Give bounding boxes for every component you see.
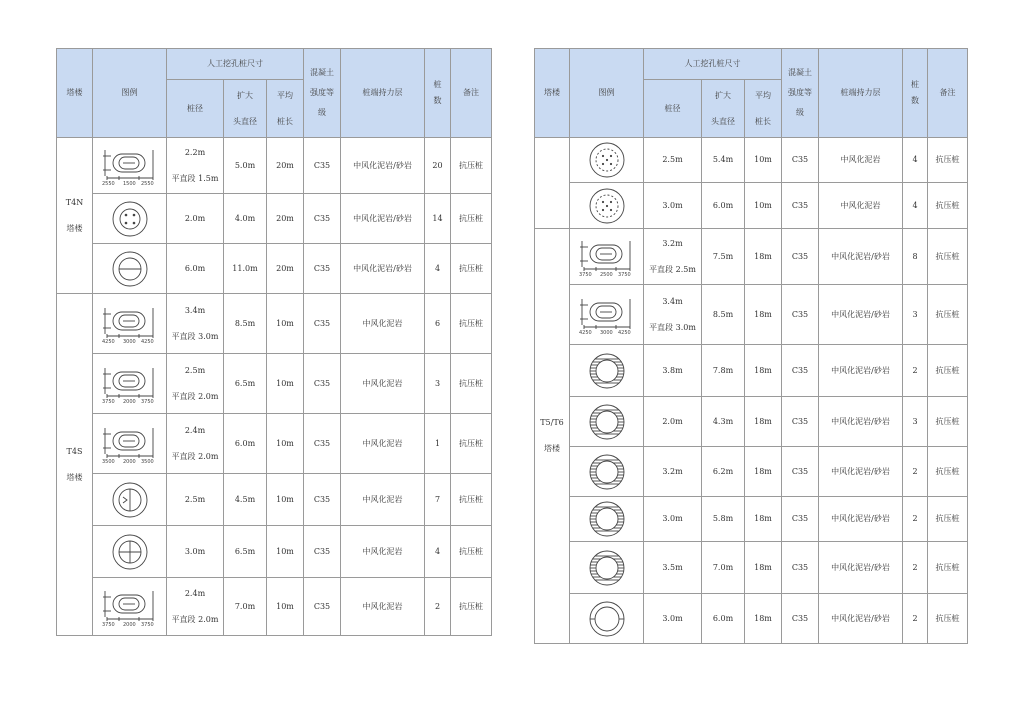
table-row <box>535 183 968 229</box>
shaft-diameter-cell <box>644 594 702 644</box>
header-count <box>425 49 451 138</box>
header-bearing: 桩端持力层 <box>341 49 425 138</box>
remark-cell: 抗压桩 <box>451 138 492 194</box>
pile-diagram-cell <box>570 229 644 285</box>
pile-diagram-cell <box>570 285 644 345</box>
shaft-diameter-line: 6.0m <box>184 263 206 273</box>
bearing-layer-cell: 中风化泥岩 <box>341 578 425 636</box>
header-legend: 图例 <box>570 49 644 138</box>
pile-diagram-cell <box>570 497 644 542</box>
concrete-grade-cell: C35 <box>304 354 341 414</box>
pile-count-cell: 2 <box>903 542 928 594</box>
header-bell-dia <box>702 80 745 138</box>
concrete-grade-cell: C35 <box>304 194 341 244</box>
table-row <box>57 354 492 414</box>
pile-count-cell: 3 <box>903 397 928 447</box>
shaft-diameter-cell <box>167 294 224 354</box>
pile-diagram-cell <box>93 138 167 194</box>
header-concrete-line3: 级 <box>796 108 804 117</box>
shaft-diameter-line: 2.4m <box>184 425 206 435</box>
pile-length-cell: 10m <box>267 354 304 414</box>
shaft-diameter-line: 平直段 2.0m <box>171 451 219 461</box>
pile-table-right <box>534 48 968 644</box>
oval-bell-pile-icon <box>576 293 638 337</box>
remark-cell: 抗压桩 <box>451 354 492 414</box>
dimension-label: 3750 <box>101 621 115 628</box>
pile-diagram-cell <box>93 578 167 636</box>
table-row <box>535 594 968 644</box>
concrete-grade-cell: C35 <box>782 447 819 497</box>
remark-cell: 抗压桩 <box>451 414 492 474</box>
concrete-grade-cell: C35 <box>782 497 819 542</box>
oval-bell-pile-icon <box>99 585 161 629</box>
remark-cell: 抗压桩 <box>928 594 968 644</box>
shaft-diameter-cell <box>167 578 224 636</box>
shaft-diameter-line: 平直段 2.0m <box>171 614 219 624</box>
table-row <box>535 229 968 285</box>
header-shaft-dia: 桩径 <box>167 80 224 138</box>
bearing-layer-cell: 中风化泥岩 <box>819 138 903 183</box>
concrete-grade-cell: C35 <box>782 138 819 183</box>
circle-hatched-pile-icon <box>576 349 638 393</box>
shaft-diameter-cell <box>167 414 224 474</box>
pile-length-cell: 18m <box>745 345 782 397</box>
pile-count-cell: 7 <box>425 474 451 526</box>
pile-diagram-cell <box>93 194 167 244</box>
table-row <box>57 578 492 636</box>
shaft-diameter-line: 3.4m <box>662 296 683 306</box>
shaft-diameter-cell <box>644 542 702 594</box>
dimension-label: 2000 <box>122 458 136 465</box>
concrete-grade-cell: C35 <box>782 397 819 447</box>
dimension-label: 2000 <box>122 398 136 405</box>
pile-length-cell: 18m <box>745 447 782 497</box>
remark-cell: 抗压桩 <box>451 294 492 354</box>
bell-diameter-cell: 6.5m <box>224 526 267 578</box>
header-len-line1: 平均 <box>277 90 293 100</box>
header-concrete-line2: 强度等 <box>788 88 812 97</box>
shaft-diameter-line: 2.2m <box>184 147 206 157</box>
pile-length-cell: 10m <box>267 294 304 354</box>
header-count <box>903 49 928 138</box>
dimension-label: 3750 <box>617 271 631 278</box>
table-row <box>57 294 492 354</box>
pile-diagram-cell <box>93 354 167 414</box>
circle-quartered-pile-icon <box>99 478 161 522</box>
bearing-layer-cell: 中风化泥岩/砂岩 <box>819 594 903 644</box>
bell-diameter-cell: 5.4m <box>702 138 745 183</box>
table-row <box>57 414 492 474</box>
bearing-layer-cell: 中风化泥岩/砂岩 <box>819 497 903 542</box>
header-bell-line2: 头直径 <box>233 116 257 126</box>
table-row <box>535 397 968 447</box>
remark-cell: 抗压桩 <box>928 447 968 497</box>
table-row <box>535 345 968 397</box>
header-remark: 备注 <box>928 49 968 138</box>
header-avg-len <box>267 80 304 138</box>
pile-diagram-cell <box>93 526 167 578</box>
pile-length-cell: 18m <box>745 594 782 644</box>
bearing-layer-cell: 中风化泥岩/砂岩 <box>819 542 903 594</box>
bearing-layer-cell: 中风化泥岩 <box>341 474 425 526</box>
bell-diameter-cell: 6.5m <box>224 354 267 414</box>
concrete-grade-cell: C35 <box>304 138 341 194</box>
header-bearing: 桩端持力层 <box>819 49 903 138</box>
concrete-grade-cell: C35 <box>304 294 341 354</box>
pile-diagram-cell <box>93 414 167 474</box>
dimension-label: 4250 <box>101 338 115 345</box>
shaft-diameter-cell <box>167 138 224 194</box>
pile-table-left <box>56 48 492 636</box>
table-row <box>535 497 968 542</box>
header-concrete <box>304 49 341 138</box>
pile-count-cell: 2 <box>425 578 451 636</box>
pile-count-cell: 4 <box>903 138 928 183</box>
header-bell-line1: 扩大 <box>237 90 253 100</box>
shaft-diameter-line: 3.0m <box>662 613 683 623</box>
dimension-label: 4250 <box>617 329 631 336</box>
concrete-grade-cell: C35 <box>304 474 341 526</box>
bearing-layer-cell: 中风化泥岩 <box>819 183 903 229</box>
pile-count-cell: 1 <box>425 414 451 474</box>
shaft-diameter-line: 3.2m <box>662 238 683 248</box>
circle-hatched-pile-icon <box>576 497 638 541</box>
shaft-diameter-cell <box>167 474 224 526</box>
dimension-label: 4250 <box>578 329 592 336</box>
tower-name-cell <box>57 138 93 294</box>
header-bell-line2: 头直径 <box>711 116 735 126</box>
bearing-layer-cell: 中风化泥岩/砂岩 <box>819 447 903 497</box>
header-pile-size: 人工挖孔桩尺寸 <box>644 49 782 80</box>
header-avg-len <box>745 80 782 138</box>
shaft-diameter-cell <box>644 285 702 345</box>
table-row <box>535 138 968 183</box>
bearing-layer-cell: 中风化泥岩 <box>341 526 425 578</box>
shaft-diameter-line: 3.4m <box>184 305 206 315</box>
header-bell-line1: 扩大 <box>715 90 731 100</box>
remark-cell: 抗压桩 <box>928 285 968 345</box>
pile-length-cell: 18m <box>745 229 782 285</box>
shaft-diameter-cell <box>167 244 224 294</box>
header-legend: 图例 <box>93 49 167 138</box>
pile-count-cell: 2 <box>903 497 928 542</box>
oval-bell-pile-icon <box>99 422 161 466</box>
bell-diameter-cell: 4.5m <box>224 474 267 526</box>
shaft-diameter-line: 平直段 2.5m <box>649 264 696 274</box>
circle-hatched-pile-icon <box>576 450 638 494</box>
header-concrete-line1: 混凝土 <box>788 68 812 77</box>
bearing-layer-cell: 中风化泥岩/砂岩 <box>819 285 903 345</box>
circle-ring-pile-icon <box>576 597 638 641</box>
concrete-grade-cell: C35 <box>304 244 341 294</box>
pile-length-cell: 20m <box>267 194 304 244</box>
header-count-line1: 桩 <box>911 80 919 89</box>
pile-length-cell: 20m <box>267 138 304 194</box>
bell-diameter-cell: 6.0m <box>224 414 267 474</box>
table-row <box>57 244 492 294</box>
circle-hatched-pile-icon <box>576 400 638 444</box>
pile-diagram-cell <box>570 542 644 594</box>
bearing-layer-cell: 中风化泥岩/砂岩 <box>341 194 425 244</box>
dimension-label: 2550 <box>101 180 115 187</box>
pile-count-cell: 14 <box>425 194 451 244</box>
bell-diameter-cell: 5.8m <box>702 497 745 542</box>
shaft-diameter-line: 平直段 3.0m <box>171 331 219 341</box>
concrete-grade-cell: C35 <box>782 542 819 594</box>
bearing-layer-cell: 中风化泥岩/砂岩 <box>819 229 903 285</box>
bearing-layer-cell: 中风化泥岩/砂岩 <box>819 345 903 397</box>
remark-cell: 抗压桩 <box>928 183 968 229</box>
dimension-label: 2550 <box>140 180 154 187</box>
shaft-diameter-line: 2.5m <box>184 494 206 504</box>
concrete-grade-cell: C35 <box>304 526 341 578</box>
bearing-layer-cell: 中风化泥岩 <box>341 294 425 354</box>
header-count-line1: 桩 <box>433 80 442 89</box>
circle-hatched-pile-icon <box>576 546 638 590</box>
shaft-diameter-line: 平直段 2.0m <box>171 391 219 401</box>
header-pile-size: 人工挖孔桩尺寸 <box>167 49 304 80</box>
table-header <box>57 49 492 138</box>
header-tower: 塔楼 <box>57 49 93 138</box>
bell-diameter-cell: 7.5m <box>702 229 745 285</box>
table-row <box>57 474 492 526</box>
header-tower: 塔楼 <box>535 49 570 138</box>
dimension-label: 3000 <box>599 329 613 336</box>
tower-name-cell <box>57 294 93 636</box>
circle-cross-pile-icon <box>99 530 161 574</box>
pile-length-cell: 10m <box>745 138 782 183</box>
table-row <box>535 542 968 594</box>
bearing-layer-cell: 中风化泥岩/砂岩 <box>341 138 425 194</box>
concrete-grade-cell: C35 <box>304 578 341 636</box>
header-len-line2: 桩长 <box>755 116 771 126</box>
dimension-label: 3750 <box>140 621 154 628</box>
pile-diagram-cell <box>93 474 167 526</box>
shaft-diameter-line: 3.2m <box>662 466 683 476</box>
header-len-line1: 平均 <box>755 90 771 100</box>
pile-count-cell: 3 <box>425 354 451 414</box>
bell-diameter-cell: 6.2m <box>702 447 745 497</box>
remark-cell: 抗压桩 <box>451 474 492 526</box>
bearing-layer-cell: 中风化泥岩/砂岩 <box>341 244 425 294</box>
header-shaft-dia: 桩径 <box>644 80 702 138</box>
shaft-diameter-line: 3.0m <box>184 546 206 556</box>
pile-diagram-cell <box>570 138 644 183</box>
shaft-diameter-line: 2.0m <box>662 416 683 426</box>
bell-diameter-cell: 7.8m <box>702 345 745 397</box>
dimension-label: 3750 <box>140 398 154 405</box>
shaft-diameter-line: 3.5m <box>662 562 683 572</box>
bell-diameter-cell: 7.0m <box>702 542 745 594</box>
shaft-diameter-cell <box>644 183 702 229</box>
bell-diameter-cell: 6.0m <box>702 183 745 229</box>
shaft-diameter-line: 3.0m <box>662 200 683 210</box>
shaft-diameter-line: 平直段 3.0m <box>649 322 696 332</box>
shaft-diameter-line: 3.8m <box>662 365 683 375</box>
remark-cell: 抗压桩 <box>928 229 968 285</box>
dimension-label: 2000 <box>122 621 136 628</box>
remark-cell: 抗压桩 <box>451 244 492 294</box>
tower-name-cell <box>535 229 570 644</box>
oval-bell-pile-icon <box>99 302 161 346</box>
pile-count-cell: 6 <box>425 294 451 354</box>
remark-cell: 抗压桩 <box>451 526 492 578</box>
remark-cell: 抗压桩 <box>928 497 968 542</box>
bearing-layer-cell: 中风化泥岩 <box>341 354 425 414</box>
pile-length-cell: 10m <box>267 526 304 578</box>
shaft-diameter-cell <box>167 194 224 244</box>
pile-length-cell: 10m <box>267 414 304 474</box>
tower-name-line: T5/T6 <box>540 418 564 427</box>
bell-diameter-cell: 4.3m <box>702 397 745 447</box>
shaft-diameter-line: 平直段 1.5m <box>171 173 219 183</box>
tower-name-line: 塔楼 <box>544 444 560 453</box>
table-header <box>535 49 968 138</box>
dimension-label: 3750 <box>101 398 115 405</box>
tower-name-line: T4S <box>66 446 83 456</box>
dimension-label: 3500 <box>140 458 154 465</box>
tower-name-line: 塔楼 <box>66 223 83 233</box>
header-concrete-line1: 混凝土 <box>310 68 334 77</box>
circle-4-dots-pile-icon <box>99 197 161 241</box>
pile-length-cell: 10m <box>267 474 304 526</box>
oval-bell-pile-icon <box>99 362 161 406</box>
circle-dots-pile-icon <box>576 138 638 182</box>
pile-count-cell: 2 <box>903 594 928 644</box>
pile-diagram-cell <box>570 447 644 497</box>
pile-length-cell: 10m <box>745 183 782 229</box>
shaft-diameter-line: 2.0m <box>184 213 206 223</box>
pile-length-cell: 10m <box>267 578 304 636</box>
remark-cell: 抗压桩 <box>451 578 492 636</box>
bell-diameter-cell: 4.0m <box>224 194 267 244</box>
concrete-grade-cell: C35 <box>782 594 819 644</box>
pile-length-cell: 20m <box>267 244 304 294</box>
pile-count-cell: 3 <box>903 285 928 345</box>
pile-count-cell: 2 <box>903 345 928 397</box>
shaft-diameter-cell <box>644 397 702 447</box>
pile-count-cell: 20 <box>425 138 451 194</box>
tower-name-cell <box>535 138 570 229</box>
shaft-diameter-cell <box>644 229 702 285</box>
header-len-line2: 桩长 <box>277 116 293 126</box>
dimension-label: 3750 <box>578 271 592 278</box>
shaft-diameter-cell <box>167 526 224 578</box>
shaft-diameter-line: 3.0m <box>662 514 683 523</box>
bell-diameter-cell: 8.5m <box>224 294 267 354</box>
pile-count-cell: 4 <box>903 183 928 229</box>
pile-length-cell: 18m <box>745 497 782 542</box>
shaft-diameter-line: 2.5m <box>184 365 206 375</box>
pile-diagram-cell <box>570 345 644 397</box>
header-remark: 备注 <box>451 49 492 138</box>
shaft-diameter-cell <box>644 138 702 183</box>
concrete-grade-cell: C35 <box>304 414 341 474</box>
dimension-label: 1500 <box>122 180 136 187</box>
table-row <box>535 447 968 497</box>
bearing-layer-cell: 中风化泥岩/砂岩 <box>819 397 903 447</box>
pile-length-cell: 18m <box>745 542 782 594</box>
shaft-diameter-cell <box>644 447 702 497</box>
remark-cell: 抗压桩 <box>928 397 968 447</box>
oval-bell-pile-icon <box>99 144 161 188</box>
dimension-label: 4250 <box>140 338 154 345</box>
shaft-diameter-cell <box>644 345 702 397</box>
dimension-label: 3000 <box>122 338 136 345</box>
table-row <box>535 285 968 345</box>
pile-diagram-cell <box>570 183 644 229</box>
remark-cell: 抗压桩 <box>928 542 968 594</box>
header-count-line2: 数 <box>433 96 442 105</box>
oval-bell-pile-icon <box>576 235 638 279</box>
shaft-diameter-cell <box>167 354 224 414</box>
header-concrete-line2: 强度等 <box>310 88 334 97</box>
circle-dots-pile-icon <box>576 184 638 228</box>
pile-count-cell: 8 <box>903 229 928 285</box>
header-concrete <box>782 49 819 138</box>
pile-length-cell: 18m <box>745 285 782 345</box>
header-bell-dia <box>224 80 267 138</box>
bell-diameter-cell: 5.0m <box>224 138 267 194</box>
concrete-grade-cell: C35 <box>782 229 819 285</box>
pile-diagram-cell <box>93 244 167 294</box>
concrete-grade-cell: C35 <box>782 183 819 229</box>
pile-count-cell: 4 <box>425 526 451 578</box>
circle-hline-pile-icon <box>99 247 161 291</box>
shaft-diameter-cell <box>644 497 702 542</box>
shaft-diameter-line: 2.5m <box>662 155 683 164</box>
header-concrete-line3: 级 <box>318 108 326 117</box>
header-count-line2: 数 <box>911 96 919 105</box>
pile-count-cell: 4 <box>425 244 451 294</box>
table-row <box>57 138 492 194</box>
table-row <box>57 526 492 578</box>
pile-count-cell: 2 <box>903 447 928 497</box>
dimension-label: 2500 <box>599 271 613 278</box>
concrete-grade-cell: C35 <box>782 345 819 397</box>
bell-diameter-cell: 7.0m <box>224 578 267 636</box>
dimension-label: 3500 <box>101 458 115 465</box>
bell-diameter-cell: 8.5m <box>702 285 745 345</box>
table-row <box>57 194 492 244</box>
shaft-diameter-line: 2.4m <box>184 588 206 598</box>
tower-name-line: 塔楼 <box>66 472 83 482</box>
bearing-layer-cell: 中风化泥岩 <box>341 414 425 474</box>
concrete-grade-cell: C35 <box>782 285 819 345</box>
remark-cell: 抗压桩 <box>928 138 968 183</box>
remark-cell: 抗压桩 <box>451 194 492 244</box>
remark-cell: 抗压桩 <box>928 345 968 397</box>
pile-diagram-cell <box>570 594 644 644</box>
pile-diagram-cell <box>570 397 644 447</box>
pile-length-cell: 18m <box>745 397 782 447</box>
bell-diameter-cell: 11.0m <box>224 244 267 294</box>
tower-name-line: T4N <box>65 197 84 207</box>
pile-diagram-cell <box>93 294 167 354</box>
bell-diameter-cell: 6.0m <box>702 594 745 644</box>
